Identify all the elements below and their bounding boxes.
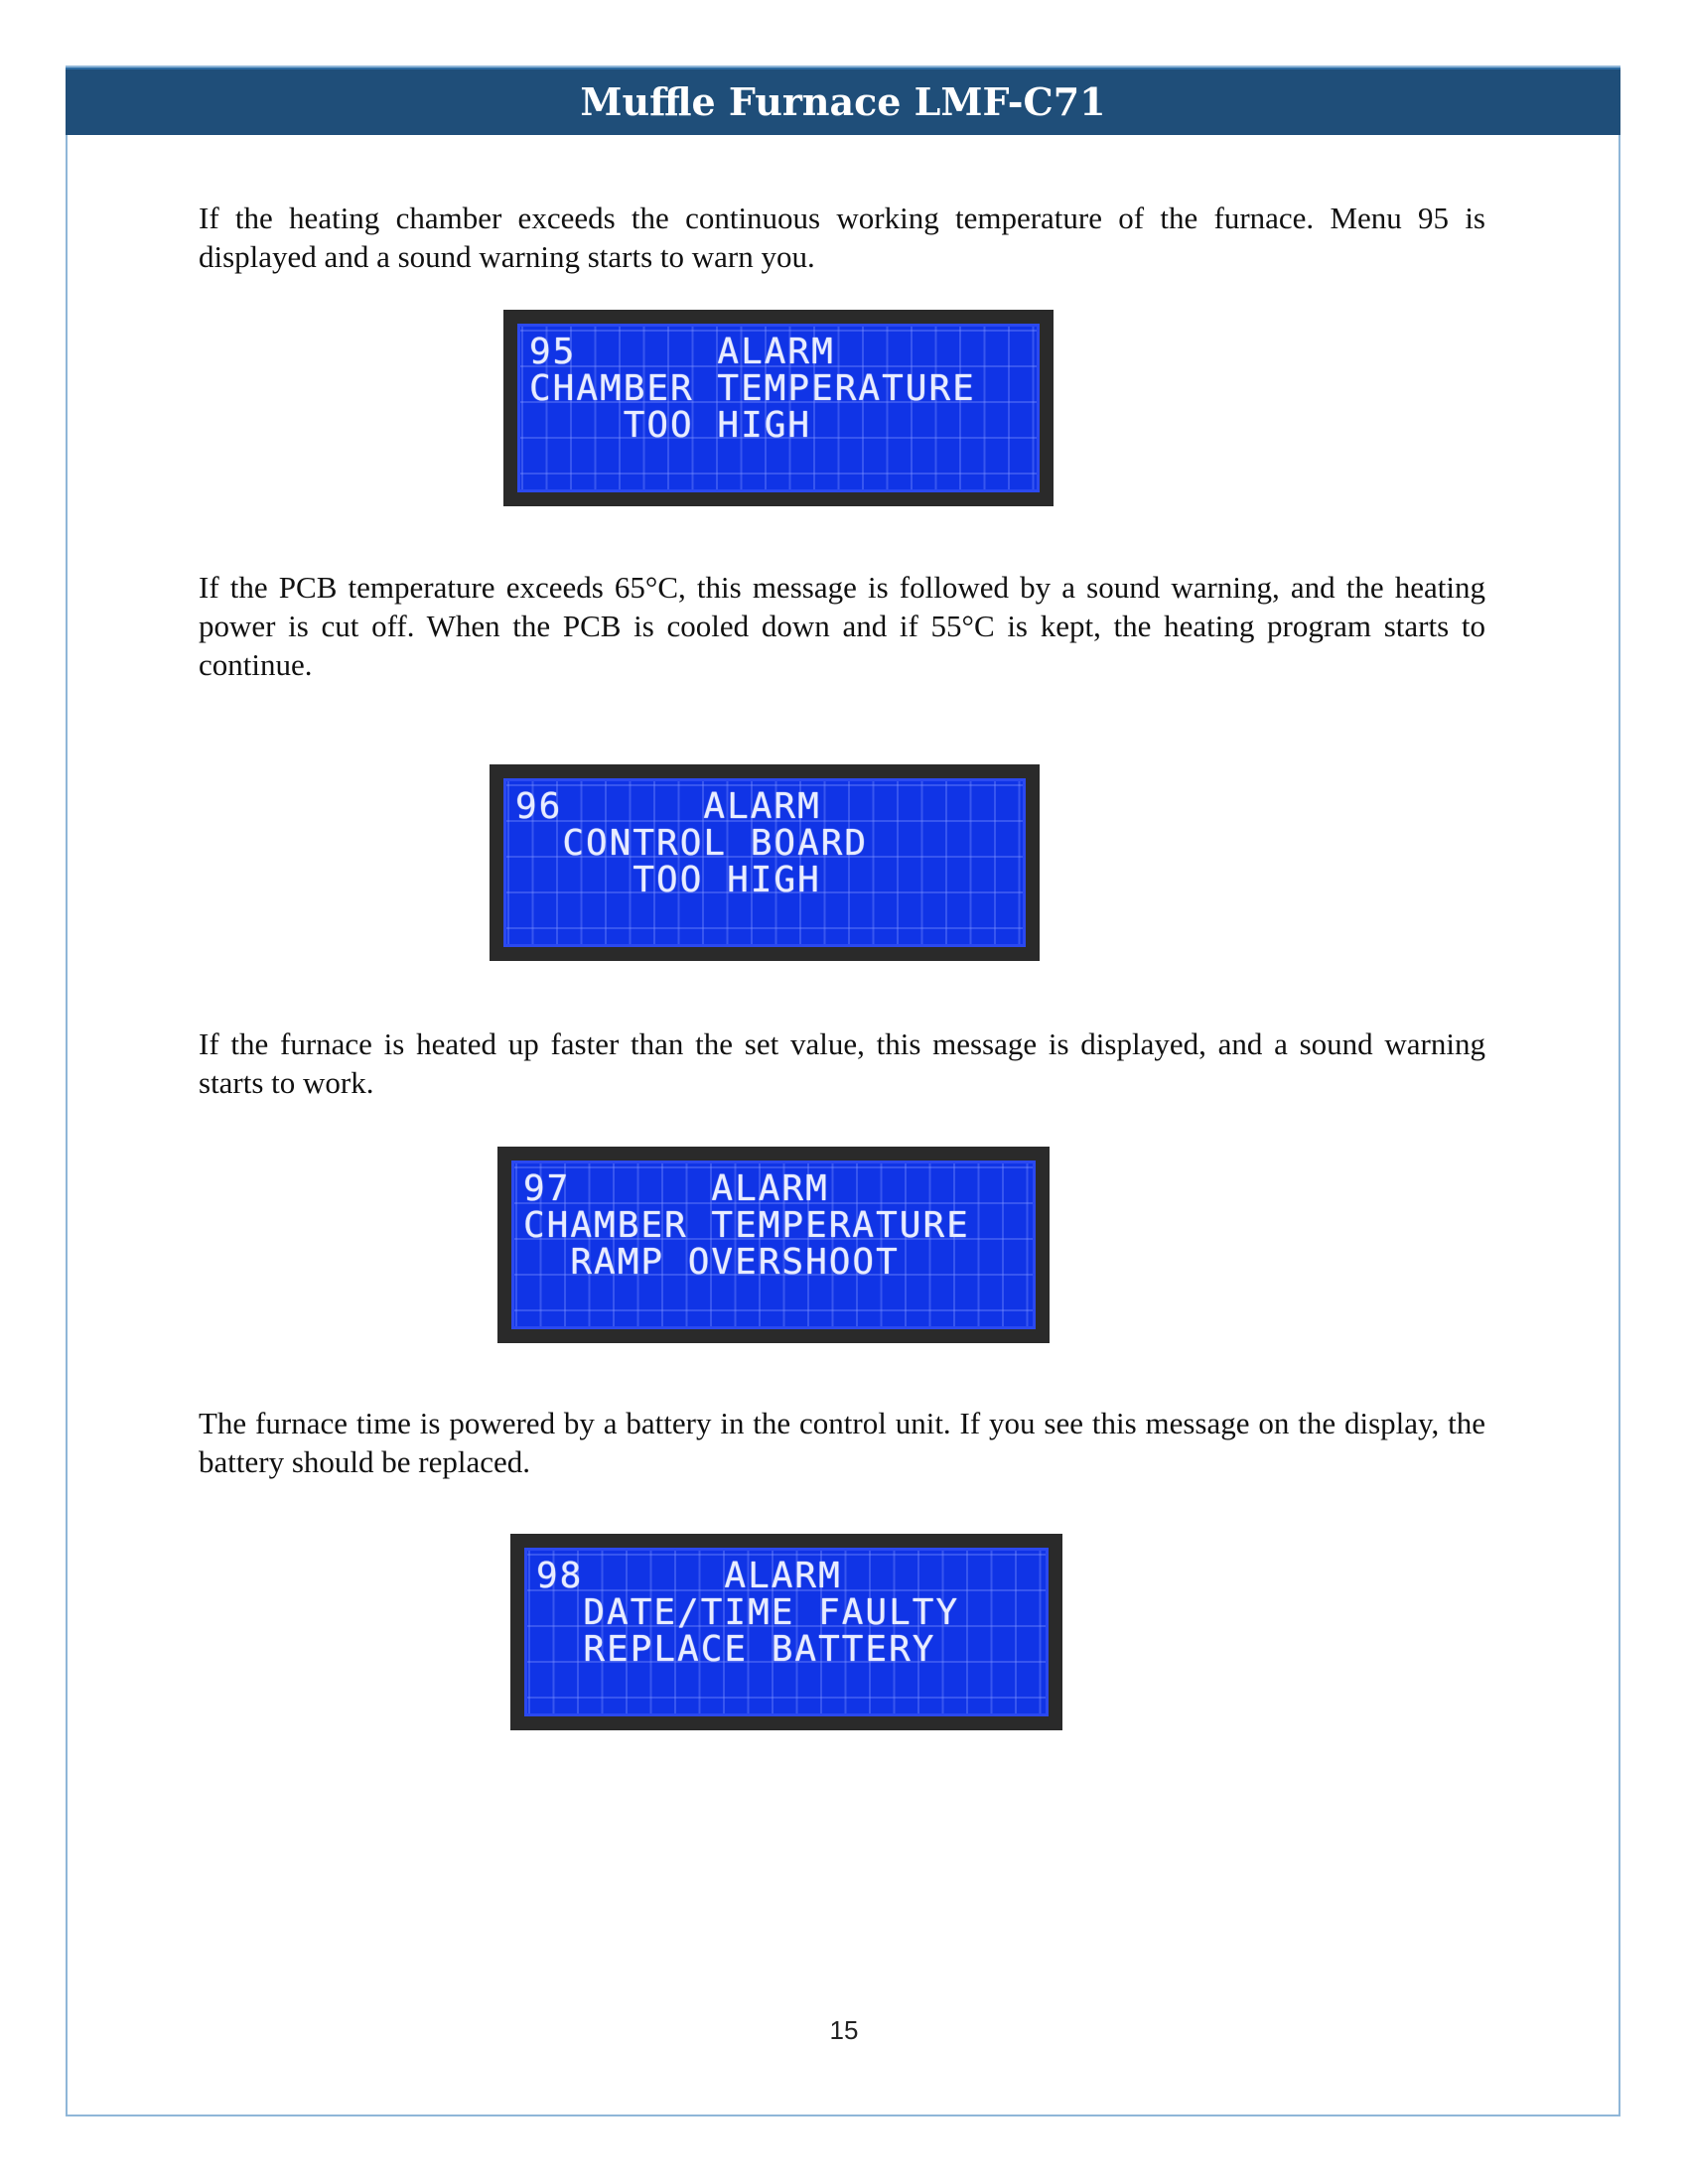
lcd-line: RAMP OVERSHOOT — [523, 1242, 900, 1283]
lcd-line: 95 ALARM — [529, 332, 835, 372]
paragraph-ramp-overshoot: If the furnace is heated up faster than the set value, this message is displayed, and a sound warning starts to work. — [199, 1026, 1485, 1100]
lcd-line: DATE/TIME FAULTY — [536, 1592, 960, 1633]
lcd-display-97 — [497, 1147, 1050, 1343]
paragraph-battery: The furnace time is powered by a battery in the control unit. If you see this message on the display, the battery should be replaced. — [199, 1406, 1485, 1479]
lcd-line: TOO HIGH — [515, 860, 821, 900]
lcd-line: CONTROL BOARD — [515, 823, 869, 864]
lcd-display-95 — [503, 310, 1054, 506]
lcd-screen — [503, 778, 1026, 947]
lcd-line: CHAMBER TEMPERATURE — [523, 1205, 970, 1246]
lcd-line: 97 ALARM — [523, 1168, 829, 1209]
lcd-line: TOO HIGH — [529, 405, 812, 446]
paragraph-chamber-temp: If the heating chamber exceeds the continuous working temperature of the furnace. Menu 95 is displayed and a sound warning starts to warn you. — [199, 201, 1485, 274]
lcd-line: REPLACE BATTERY — [536, 1629, 936, 1670]
page-header — [66, 68, 1620, 135]
lcd-line: CHAMBER TEMPERATURE — [529, 368, 976, 409]
lcd-screen — [524, 1548, 1049, 1716]
header-title: Muffle Furnace LMF-C71 — [580, 79, 1106, 124]
lcd-screen — [511, 1160, 1036, 1329]
lcd-line: 98 ALARM — [536, 1556, 842, 1596]
lcd-display-96 — [490, 764, 1040, 961]
paragraph-pcb-temp: If the PCB temperature exceeds 65°C, this message is followed by a sound warning, and the heating power is cut off. When the PCB is cooled down and if 55°C is kept, the heating program starts to continue. — [199, 570, 1485, 682]
lcd-line: 96 ALARM — [515, 786, 821, 827]
lcd-display-98 — [510, 1534, 1062, 1730]
page-number: 15 — [829, 2015, 859, 2045]
lcd-screen — [517, 324, 1040, 492]
